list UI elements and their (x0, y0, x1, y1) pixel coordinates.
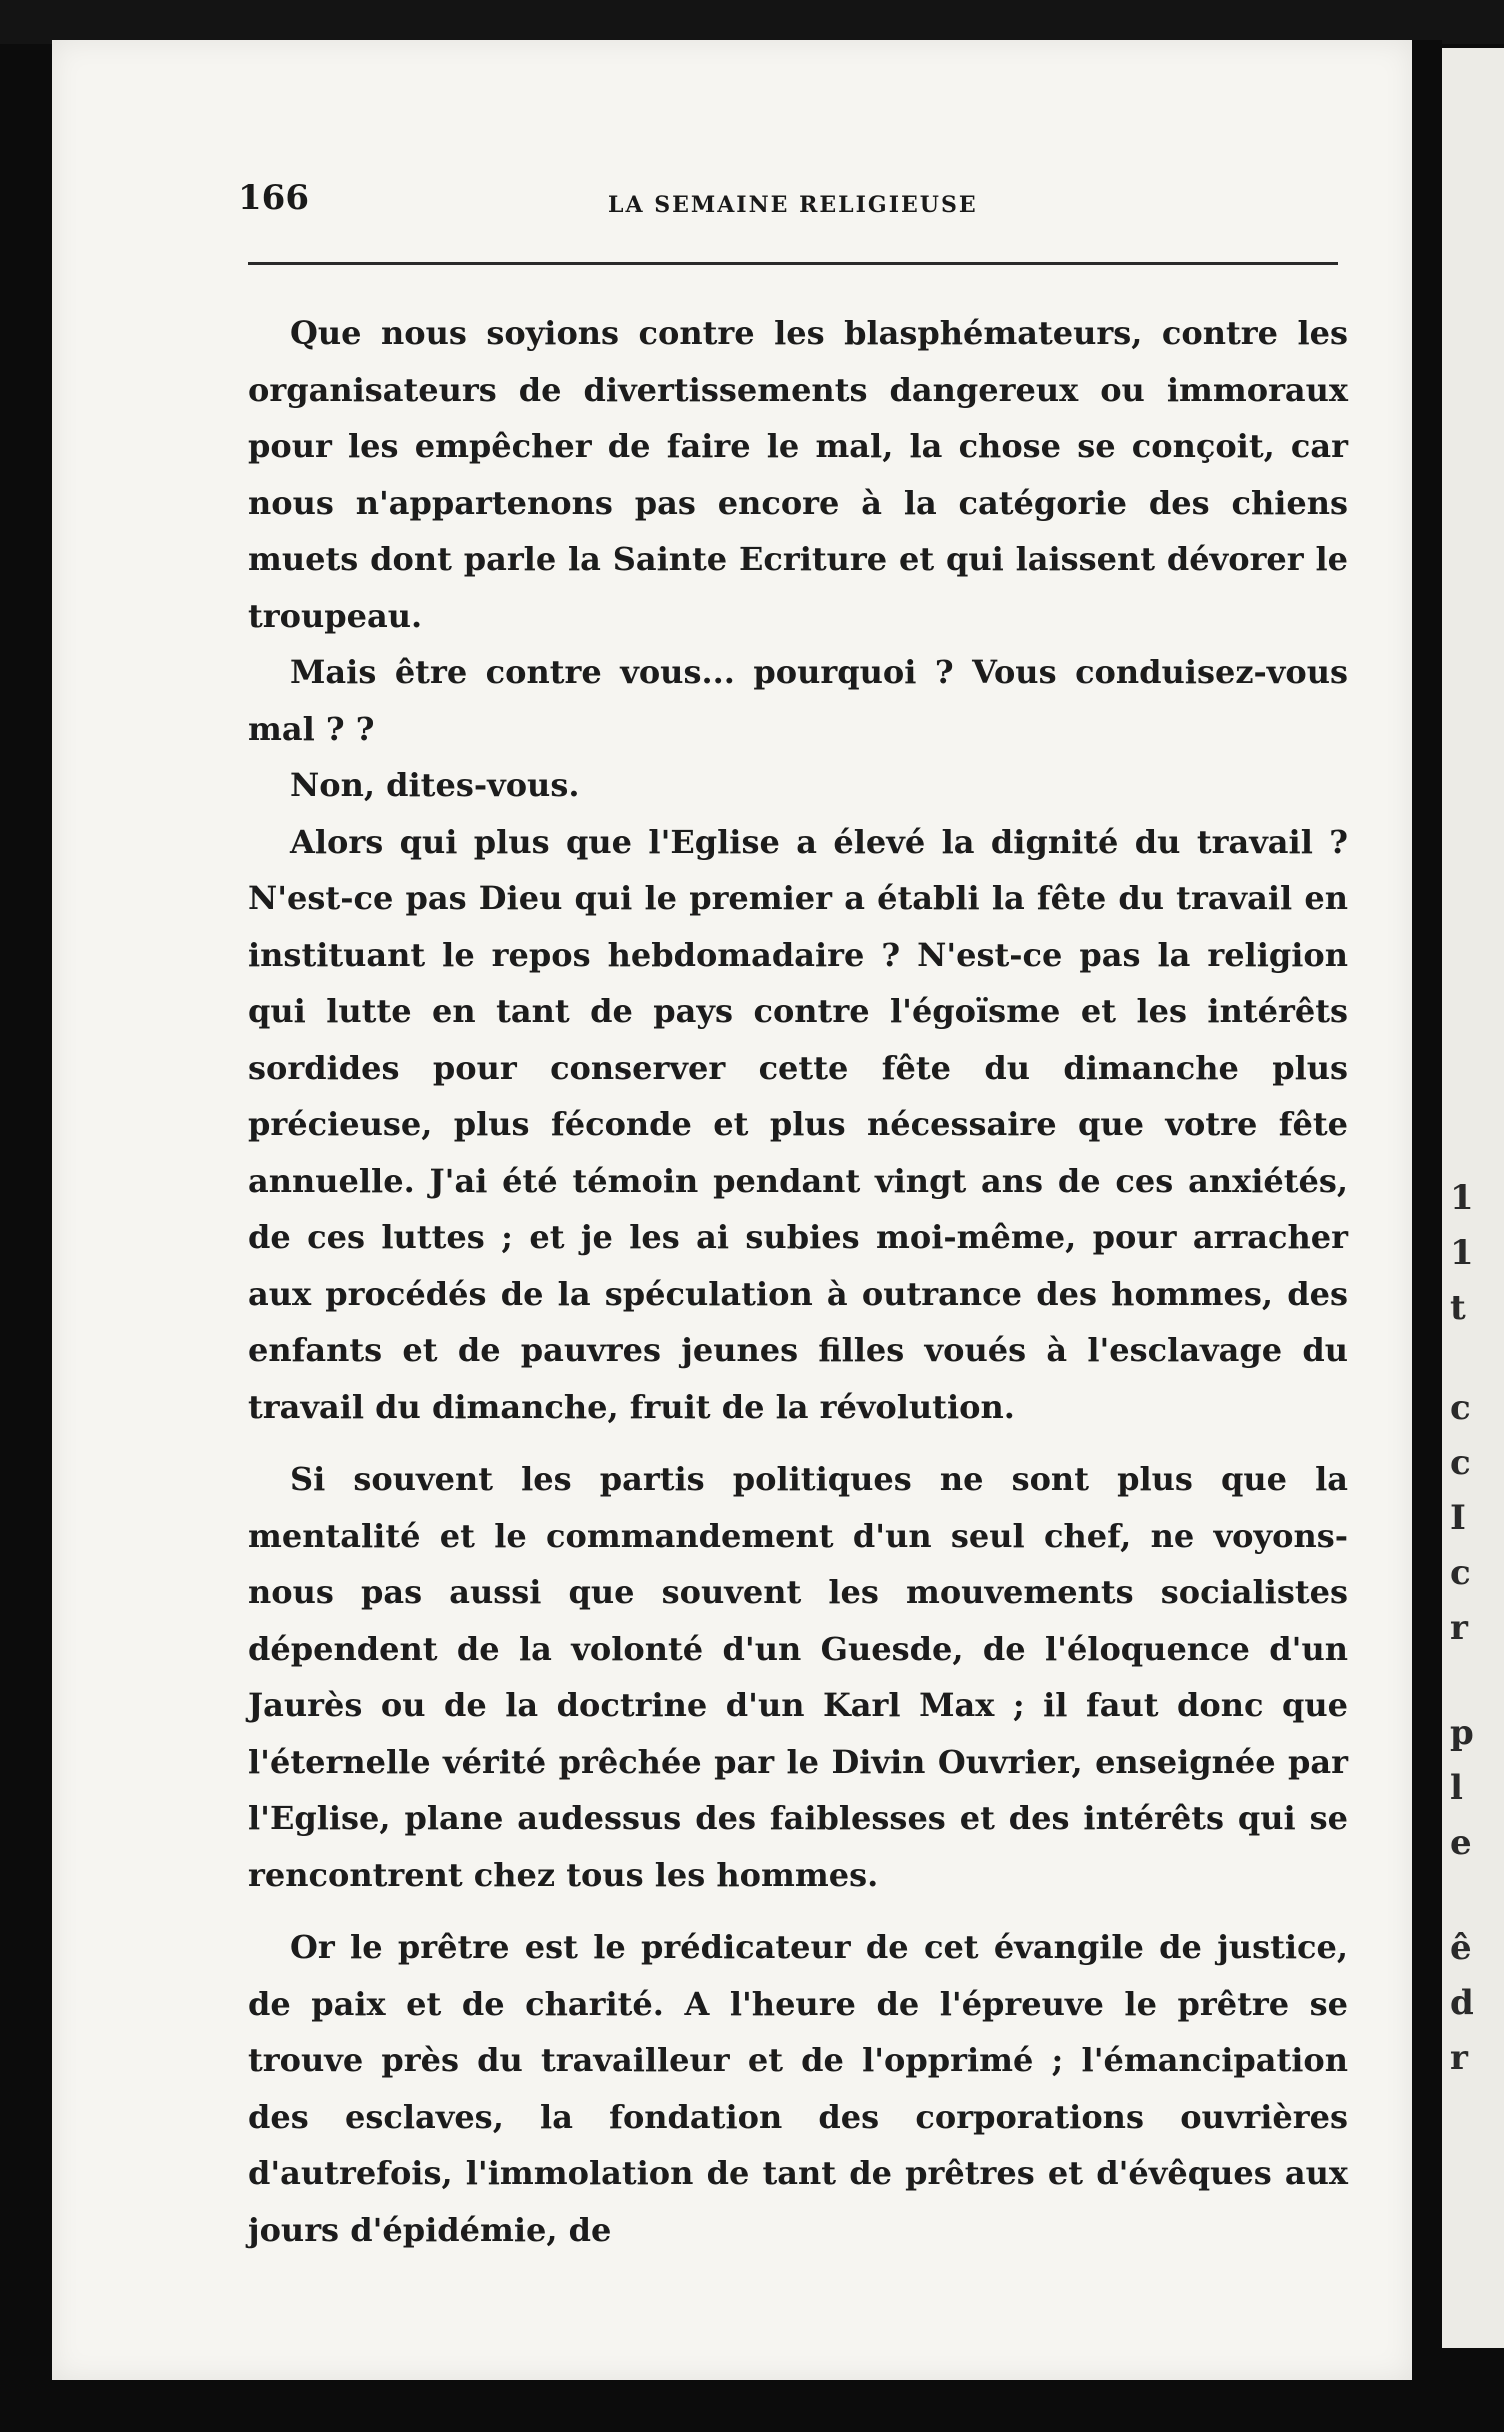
header-rule (248, 262, 1338, 265)
facing-page-fragment: l (1450, 1768, 1463, 1808)
facing-page-fragment: e (1450, 1823, 1472, 1863)
paragraph: Que nous soyions contre les blasphémateurs, contre les organisateurs de divertissements dangereux ou immoraux pour les empêcher de faire le mal, la chose se conçoit, car nous n'appartenons pas encore à la catégorie des chiens muets dont parle la Sainte Ecriture et qui laissent dévorer le troupeau. (248, 314, 1348, 635)
page-gutter (1412, 40, 1442, 2380)
facing-page-edge (1442, 48, 1504, 2348)
paragraph: Alors qui plus que l'Eglise a élevé la dignité du travail ? N'est-ce pas Dieu qui le premier a établi la fête du travail en instituant le repos hebdomadaire ? N'est-ce pas la religion qui lutte en tant de pays contre l'égoïsme et les intérêts sordides pour conserver cette fête du dimanche plus précieuse, plus féconde et plus nécessaire que votre fête annuelle. J'ai été témoin pendant vingt ans de ces anxiétés, de ces luttes ; et je les ai subies moi-même, pour arracher aux procédés de la spéculation à outrance des hommes, des enfants et de pauvres jeunes filles voués à l'esclavage du travail du dimanche, fruit de la révolution. (248, 822, 1348, 1426)
facing-page-fragment: I (1450, 1498, 1466, 1538)
facing-page-fragment: c (1450, 1388, 1471, 1428)
page-header (188, 170, 1348, 220)
facing-page-fragment: c (1450, 1553, 1471, 1593)
facing-page-fragment: r (1450, 2038, 1468, 2078)
scan-border (0, 0, 1504, 44)
facing-page-fragment: ê (1450, 1928, 1472, 1968)
body-text (248, 305, 1348, 2258)
paragraph: Mais être contre vous... pourquoi ? Vous conduisez-vous mal ? ? (248, 653, 1348, 748)
facing-page-fragment: r (1450, 1608, 1468, 1648)
facing-page-fragment: p (1450, 1713, 1474, 1753)
page-number: 166 (238, 178, 309, 218)
facing-page-fragment: 1 (1450, 1233, 1474, 1273)
paragraph: Si souvent les partis politiques ne sont plus que la mentalité et le commandement d'un seul chef, ne voyons-nous pas aussi que souvent les mouvements socialistes dépendent de la volonté d'un Guesde, de l'éloquence d'un Jaurès ou de la doctrine d'un Karl Max ; il faut donc que l'éternelle vérité prêchée par le Divin Ouvrier, enseignée par l'Eglise, plane audessus des faiblesses et des intérêts qui se rencontrent chez tous les hommes. (248, 1460, 1348, 1894)
running-title: LA SEMAINE RELIGIEUSE (608, 192, 978, 218)
paragraph: Or le prêtre est le prédicateur de cet évangile de justice, de paix et de charité. A l'heure de l'épreuve le prêtre se trouve près du travailleur et de l'opprimé ; l'émancipation des esclaves, la fondation des corporations ouvrières d'autrefois, l'immolation de tant de prêtres et d'évêques aux jours d'épidémie, de (248, 1928, 1348, 2249)
facing-page-fragment: d (1450, 1983, 1474, 2023)
facing-page-fragment: 1 (1450, 1178, 1474, 1218)
paragraph: Non, dites-vous. (290, 766, 580, 804)
facing-page-fragment: c (1450, 1443, 1471, 1483)
facing-page-fragment: t (1450, 1288, 1466, 1328)
